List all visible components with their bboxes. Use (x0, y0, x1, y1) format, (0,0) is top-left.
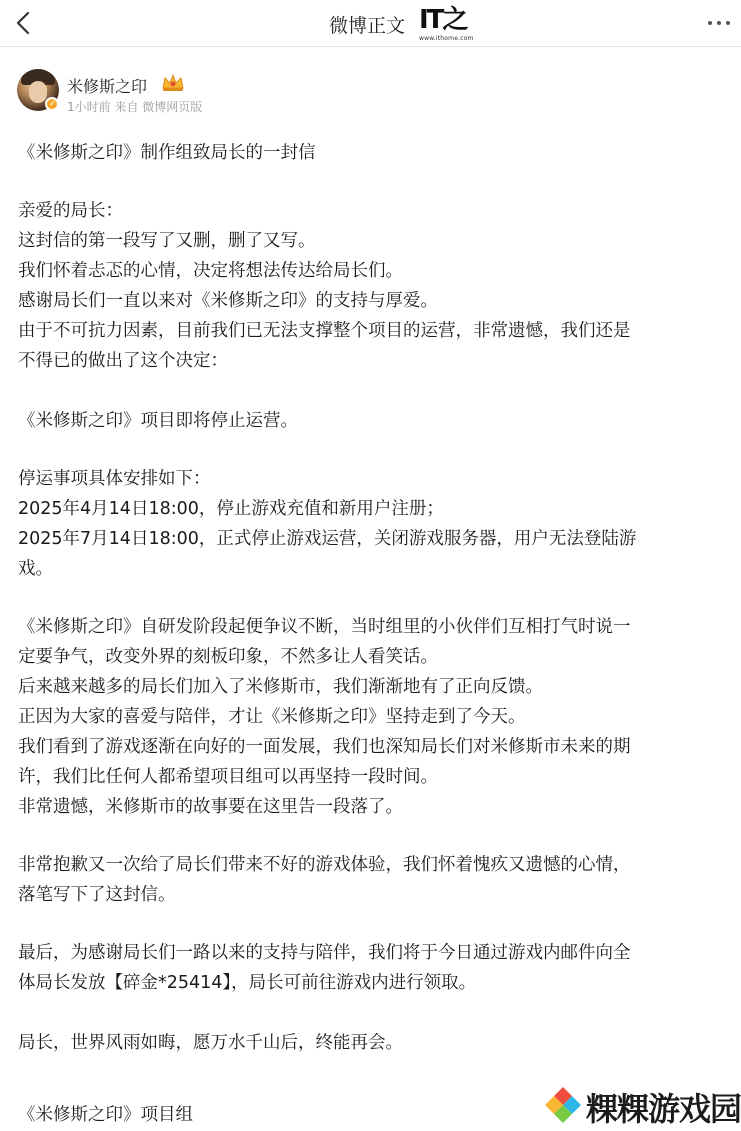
chevron-left-icon[interactable] (10, 8, 40, 38)
top-navigation-bar (0, 0, 741, 47)
post-text-line: 戏。 (18, 559, 53, 579)
author-name[interactable]: 米修斯之印 (67, 77, 148, 96)
post-author-header (17, 69, 517, 117)
post-text-line: 落笔写下了这封信。 (18, 885, 176, 905)
post-text-line: 我们看到了游戏逐渐在向好的一面发展，我们也深知局长们对米修斯市未来的期 (18, 737, 631, 757)
colorful-diamond-logo-icon (544, 1086, 582, 1124)
post-text-line: 2025年4月14日18:00，停止游戏充值和新用户注册； (18, 499, 444, 519)
site-watermark (544, 1082, 741, 1128)
post-text-line: 这封信的第一段写了又删，删了又写。 (18, 231, 316, 251)
post-text-line: 不得已的做出了这个决定： (18, 351, 228, 371)
ithome-logo-url: www.ithome.com (419, 35, 474, 42)
post-text-line: 体局长发放【碎金*25414】，局长可前往游戏内进行领取。 (18, 973, 477, 993)
post-text-line: 2025年7月14日18:00，正式停止游戏运营，关闭游戏服务器，用户无法登陆游 (18, 529, 637, 549)
post-text-line: 非常抱歉又一次给了局长们带来不好的游戏体验，我们怀着愧疚又遗憾的心情， (18, 855, 631, 875)
post-text-line: 局长，世界风雨如晦，愿万水千山后，终能再会。 (18, 1033, 403, 1053)
post-text-line: 停运事项具体安排如下： (18, 469, 211, 489)
post-text-line: 亲爱的局长： (18, 201, 123, 221)
post-meta: 1小时前 来自 微博网页版 (67, 100, 203, 114)
post-text-line: 最后，为感谢局长们一路以来的支持与陪伴，我们将于今日通过游戏内邮件向全 (18, 943, 631, 963)
post-text-line: 定要争气，改变外界的刻板印象，不然多让人看笑话。 (18, 647, 438, 667)
post-text-line: 《米修斯之印》自研发阶段起便争议不断，当时组里的小伙伴们互相打气时说一 (18, 617, 631, 637)
post-text-line: 正因为大家的喜爱与陪伴，才让《米修斯之印》坚持走到了今天。 (18, 707, 526, 727)
watermark-text: 粿粿游戏园 (586, 1090, 741, 1128)
post-text-line: 《米修斯之印》制作组致局长的一封信 (18, 143, 316, 163)
post-text-line: 《米修斯之印》项目即将停止运营。 (18, 411, 298, 431)
post-text-line: 由于不可抗力因素，目前我们已无法支撑整个项目的运营，非常遗憾，我们还是 (18, 321, 631, 341)
post-text-line: 许，我们比任何人都希望项目组可以再坚持一段时间。 (18, 767, 438, 787)
crown-badge-icon (160, 72, 186, 92)
post-text-line: 非常遗憾，米修斯市的故事要在这里告一段落了。 (18, 797, 403, 817)
ithome-logo (419, 6, 485, 42)
page-title: 微博正文 (329, 15, 406, 37)
post-text-line: 感谢局长们一直以来对《米修斯之印》的支持与厚爱。 (18, 291, 438, 311)
post-text-line: 我们怀着忐忑的心情，决定将想法传达给局长们。 (18, 261, 403, 281)
verified-badge-icon: ✓ (45, 97, 59, 111)
ithome-logo-mark: IT之 (419, 5, 467, 35)
post-text-line: 《米修斯之印》项目组 (18, 1105, 193, 1125)
more-dots-icon[interactable] (706, 12, 732, 34)
post-text-line: 后来越来越多的局长们加入了米修斯市，我们渐渐地有了正向反馈。 (18, 677, 543, 697)
